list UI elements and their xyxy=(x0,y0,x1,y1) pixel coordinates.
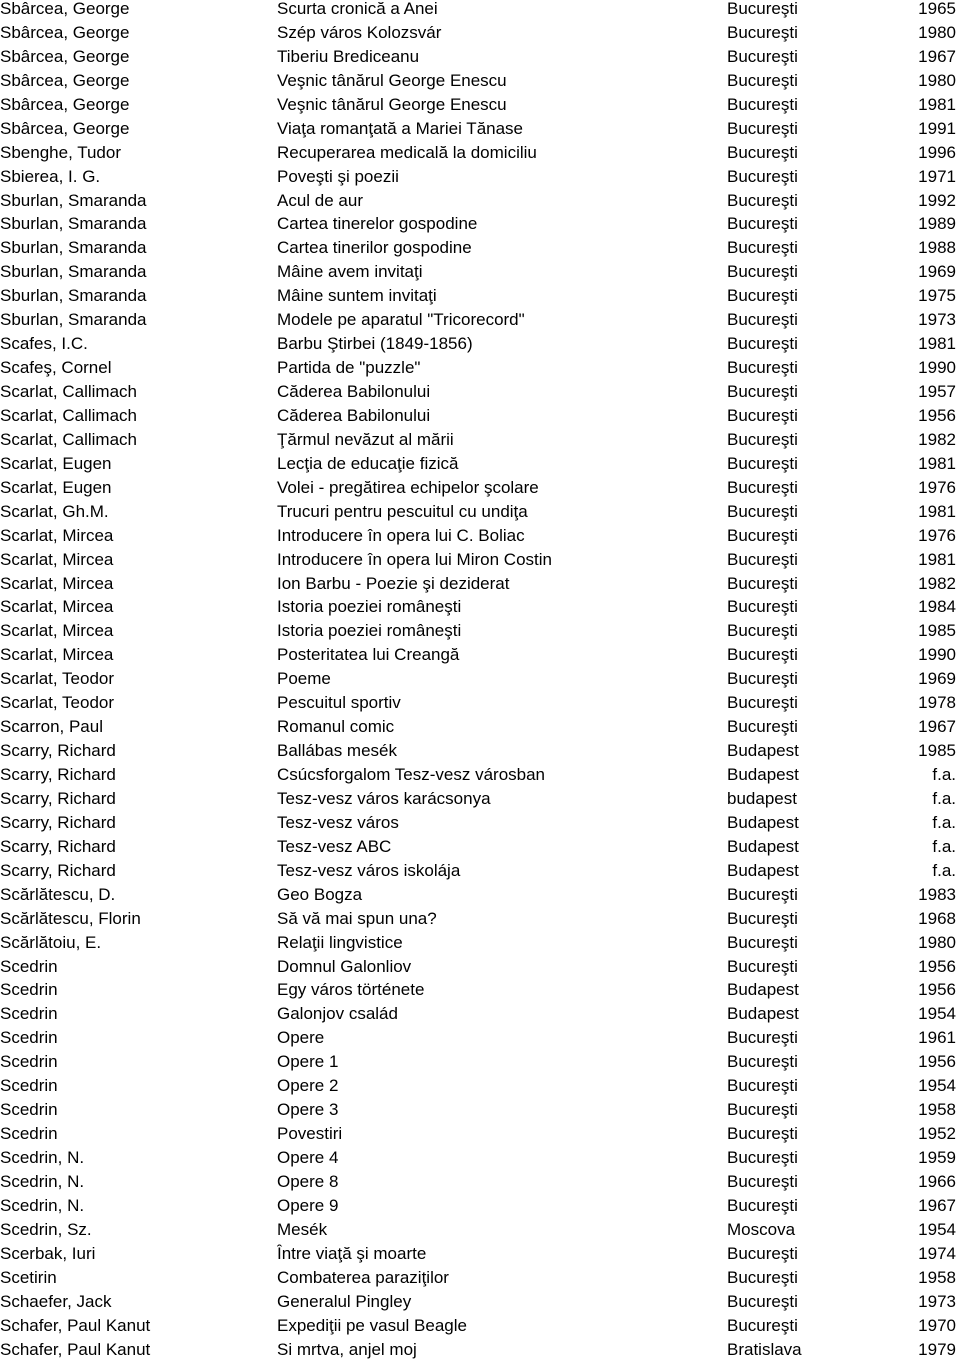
title-cell: Relaţii lingvistice xyxy=(277,933,717,953)
catalog-row xyxy=(0,790,960,814)
catalog-row xyxy=(0,72,960,96)
catalog-row xyxy=(0,1149,960,1173)
year-cell: 1983 xyxy=(886,885,956,905)
title-cell: Tiberiu Brediceanu xyxy=(277,47,717,67)
title-cell: Egy város története xyxy=(277,980,717,1000)
year-cell: 1981 xyxy=(886,95,956,115)
author-cell: Scărlătoiu, E. xyxy=(0,933,270,953)
year-cell: f.a. xyxy=(886,789,956,809)
city-cell: Bucureşti xyxy=(727,502,887,522)
author-cell: Sbârcea, George xyxy=(0,95,270,115)
author-cell: Scarlat, Gh.M. xyxy=(0,502,270,522)
year-cell: 1954 xyxy=(886,1220,956,1240)
catalog-row xyxy=(0,48,960,72)
city-cell: Bucureşti xyxy=(727,0,887,19)
year-cell: f.a. xyxy=(886,837,956,857)
city-cell: Bucureşti xyxy=(727,933,887,953)
author-cell: Scarry, Richard xyxy=(0,741,270,761)
city-cell: Bucureşti xyxy=(727,382,887,402)
author-cell: Scarlat, Mircea xyxy=(0,621,270,641)
catalog-row xyxy=(0,670,960,694)
title-cell: Opere 8 xyxy=(277,1172,717,1192)
catalog-row xyxy=(0,431,960,455)
city-cell: Bucureşti xyxy=(727,1148,887,1168)
title-cell: Lecţia de educaţie fizică xyxy=(277,454,717,474)
year-cell: 1967 xyxy=(886,1196,956,1216)
title-cell: Mâine avem invitaţi xyxy=(277,262,717,282)
year-cell: 1976 xyxy=(886,526,956,546)
title-cell: Introducere în opera lui C. Boliac xyxy=(277,526,717,546)
city-cell: Bucureşti xyxy=(727,693,887,713)
city-cell: Bucureşti xyxy=(727,1316,887,1336)
title-cell: Poveşti şi poezii xyxy=(277,167,717,187)
year-cell: 1965 xyxy=(886,0,956,19)
catalog-row xyxy=(0,479,960,503)
catalog-row xyxy=(0,24,960,48)
year-cell: 1982 xyxy=(886,574,956,594)
city-cell: Bucureşti xyxy=(727,645,887,665)
year-cell: 1968 xyxy=(886,909,956,929)
author-cell: Scarlat, Mircea xyxy=(0,526,270,546)
title-cell: Szép város Kolozsvár xyxy=(277,23,717,43)
city-cell: budapest xyxy=(727,789,887,809)
title-cell: Istoria poeziei româneşti xyxy=(277,597,717,617)
catalog-row xyxy=(0,192,960,216)
year-cell: 1982 xyxy=(886,430,956,450)
year-cell: 1958 xyxy=(886,1268,956,1288)
author-cell: Scetirin xyxy=(0,1268,270,1288)
catalog-row xyxy=(0,1125,960,1149)
year-cell: 1961 xyxy=(886,1028,956,1048)
author-cell: Scarlat, Mircea xyxy=(0,645,270,665)
city-cell: Bucureşti xyxy=(727,1268,887,1288)
author-cell: Scarlat, Mircea xyxy=(0,574,270,594)
year-cell: 1976 xyxy=(886,478,956,498)
city-cell: Bucureşti xyxy=(727,23,887,43)
city-cell: Bucureşti xyxy=(727,358,887,378)
city-cell: Bucureşti xyxy=(727,167,887,187)
city-cell: Budapest xyxy=(727,861,887,881)
author-cell: Scarlat, Teodor xyxy=(0,669,270,689)
city-cell: Bucureşti xyxy=(727,454,887,474)
author-cell: Scarlat, Teodor xyxy=(0,693,270,713)
title-cell: Acul de aur xyxy=(277,191,717,211)
author-cell: Scarlat, Mircea xyxy=(0,597,270,617)
title-cell: Căderea Babilonului xyxy=(277,406,717,426)
catalog-row xyxy=(0,981,960,1005)
city-cell: Budapest xyxy=(727,765,887,785)
city-cell: Budapest xyxy=(727,980,887,1000)
title-cell: Veşnic tânărul George Enescu xyxy=(277,71,717,91)
catalog-row xyxy=(0,120,960,144)
author-cell: Schafer, Paul Kanut xyxy=(0,1340,270,1360)
city-cell: Bucureşti xyxy=(727,1100,887,1120)
year-cell: f.a. xyxy=(886,813,956,833)
year-cell: 1981 xyxy=(886,454,956,474)
title-cell: Mesék xyxy=(277,1220,717,1240)
city-cell: Bucureşti xyxy=(727,574,887,594)
year-cell: 1990 xyxy=(886,645,956,665)
year-cell: 1989 xyxy=(886,214,956,234)
year-cell: 1980 xyxy=(886,71,956,91)
author-cell: Sburlan, Smaranda xyxy=(0,238,270,258)
catalog-row xyxy=(0,1293,960,1317)
author-cell: Scedrin xyxy=(0,1028,270,1048)
city-cell: Bucureşti xyxy=(727,286,887,306)
title-cell: Posteritatea lui Creangă xyxy=(277,645,717,665)
author-cell: Scărlătescu, D. xyxy=(0,885,270,905)
city-cell: Bucureşti xyxy=(727,957,887,977)
catalog-row xyxy=(0,958,960,982)
year-cell: 1991 xyxy=(886,119,956,139)
city-cell: Bucureşti xyxy=(727,47,887,67)
year-cell: f.a. xyxy=(886,861,956,881)
year-cell: 1956 xyxy=(886,406,956,426)
author-cell: Sbârcea, George xyxy=(0,119,270,139)
city-cell: Bucureşti xyxy=(727,885,887,905)
catalog-row xyxy=(0,1053,960,1077)
city-cell: Bucureşti xyxy=(727,238,887,258)
author-cell: Scarlat, Callimach xyxy=(0,406,270,426)
title-cell: Recuperarea medicală la domiciliu xyxy=(277,143,717,163)
title-cell: Partida de "puzzle" xyxy=(277,358,717,378)
author-cell: Sburlan, Smaranda xyxy=(0,191,270,211)
catalog-row xyxy=(0,766,960,790)
author-cell: Sbârcea, George xyxy=(0,0,270,19)
author-cell: Scarlat, Eugen xyxy=(0,454,270,474)
catalog-row xyxy=(0,1077,960,1101)
author-cell: Scarlat, Callimach xyxy=(0,382,270,402)
year-cell: 1958 xyxy=(886,1100,956,1120)
city-cell: Bucureşti xyxy=(727,1124,887,1144)
year-cell: 1971 xyxy=(886,167,956,187)
author-cell: Scarlat, Mircea xyxy=(0,550,270,570)
year-cell: 1967 xyxy=(886,47,956,67)
title-cell: Viaţa romanţată a Mariei Tănase xyxy=(277,119,717,139)
author-cell: Scarry, Richard xyxy=(0,813,270,833)
catalog-row xyxy=(0,1197,960,1221)
author-cell: Schafer, Paul Kanut xyxy=(0,1316,270,1336)
title-cell: Geo Bogza xyxy=(277,885,717,905)
year-cell: 1969 xyxy=(886,669,956,689)
city-cell: Budapest xyxy=(727,1004,887,1024)
author-cell: Schaefer, Jack xyxy=(0,1292,270,1312)
title-cell: Opere 2 xyxy=(277,1076,717,1096)
catalog-row xyxy=(0,1005,960,1029)
catalog-row xyxy=(0,551,960,575)
title-cell: Introducere în opera lui Miron Costin xyxy=(277,550,717,570)
author-cell: Scarry, Richard xyxy=(0,861,270,881)
author-cell: Scarron, Paul xyxy=(0,717,270,737)
city-cell: Bucureşti xyxy=(727,214,887,234)
catalog-row xyxy=(0,575,960,599)
title-cell: Galonjov család xyxy=(277,1004,717,1024)
catalog-row xyxy=(0,335,960,359)
title-cell: Ţărmul nevăzut al mării xyxy=(277,430,717,450)
catalog-row xyxy=(0,742,960,766)
author-cell: Scafeş, Cornel xyxy=(0,358,270,378)
year-cell: 1956 xyxy=(886,1052,956,1072)
catalog-row xyxy=(0,886,960,910)
year-cell: 1990 xyxy=(886,358,956,378)
title-cell: Veşnic tânărul George Enescu xyxy=(277,95,717,115)
author-cell: Scărlătescu, Florin xyxy=(0,909,270,929)
catalog-row xyxy=(0,1317,960,1341)
city-cell: Bucureşti xyxy=(727,191,887,211)
title-cell: Cartea tinerilor gospodine xyxy=(277,238,717,258)
year-cell: 1974 xyxy=(886,1244,956,1264)
catalog-row xyxy=(0,527,960,551)
title-cell: Pescuitul sportiv xyxy=(277,693,717,713)
year-cell: 1985 xyxy=(886,741,956,761)
city-cell: Bucureşti xyxy=(727,717,887,737)
title-cell: Tesz-vesz város iskolája xyxy=(277,861,717,881)
title-cell: Opere 4 xyxy=(277,1148,717,1168)
author-cell: Sbierea, I. G. xyxy=(0,167,270,187)
author-cell: Scedrin xyxy=(0,1124,270,1144)
catalog-row xyxy=(0,1221,960,1245)
author-cell: Scarry, Richard xyxy=(0,789,270,809)
title-cell: Scurta cronică a Anei xyxy=(277,0,717,19)
year-cell: 1975 xyxy=(886,286,956,306)
year-cell: 1996 xyxy=(886,143,956,163)
year-cell: 1954 xyxy=(886,1076,956,1096)
year-cell: 1980 xyxy=(886,23,956,43)
year-cell: 1954 xyxy=(886,1004,956,1024)
title-cell: Între viaţă şi moarte xyxy=(277,1244,717,1264)
title-cell: Opere xyxy=(277,1028,717,1048)
city-cell: Bucureşti xyxy=(727,1292,887,1312)
title-cell: Combaterea paraziţilor xyxy=(277,1268,717,1288)
catalog-row xyxy=(0,622,960,646)
catalog-row xyxy=(0,1101,960,1125)
author-cell: Scedrin, N. xyxy=(0,1148,270,1168)
title-cell: Ballábas mesék xyxy=(277,741,717,761)
city-cell: Bucureşti xyxy=(727,1244,887,1264)
city-cell: Budapest xyxy=(727,813,887,833)
city-cell: Bucureşti xyxy=(727,1076,887,1096)
title-cell: Ion Barbu - Poezie şi deziderat xyxy=(277,574,717,594)
author-cell: Scedrin xyxy=(0,1076,270,1096)
title-cell: Tesz-vesz ABC xyxy=(277,837,717,857)
author-cell: Sburlan, Smaranda xyxy=(0,310,270,330)
title-cell: Domnul Galonliov xyxy=(277,957,717,977)
city-cell: Bucureşti xyxy=(727,621,887,641)
catalog-row xyxy=(0,1269,960,1293)
year-cell: 1959 xyxy=(886,1148,956,1168)
catalog-row xyxy=(0,718,960,742)
author-cell: Scedrin xyxy=(0,980,270,1000)
author-cell: Sburlan, Smaranda xyxy=(0,214,270,234)
city-cell: Budapest xyxy=(727,741,887,761)
city-cell: Bucureşti xyxy=(727,334,887,354)
city-cell: Bucureşti xyxy=(727,430,887,450)
catalog-row xyxy=(0,311,960,335)
city-cell: Budapest xyxy=(727,837,887,857)
catalog-row xyxy=(0,359,960,383)
author-cell: Scedrin, N. xyxy=(0,1172,270,1192)
catalog-row xyxy=(0,814,960,838)
title-cell: Să vă mai spun una? xyxy=(277,909,717,929)
author-cell: Scarry, Richard xyxy=(0,765,270,785)
catalog-row xyxy=(0,168,960,192)
title-cell: Opere 1 xyxy=(277,1052,717,1072)
catalog-row xyxy=(0,1341,960,1364)
year-cell: 1957 xyxy=(886,382,956,402)
author-cell: Scerbak, Iuri xyxy=(0,1244,270,1264)
catalog-row xyxy=(0,383,960,407)
catalog-row xyxy=(0,263,960,287)
city-cell: Bucureşti xyxy=(727,909,887,929)
year-cell: 1969 xyxy=(886,262,956,282)
author-cell: Scarlat, Eugen xyxy=(0,478,270,498)
year-cell: f.a. xyxy=(886,765,956,785)
city-cell: Bucureşti xyxy=(727,526,887,546)
year-cell: 1978 xyxy=(886,693,956,713)
author-cell: Sburlan, Smaranda xyxy=(0,286,270,306)
title-cell: Istoria poeziei româneşti xyxy=(277,621,717,641)
title-cell: Mâine suntem invitaţi xyxy=(277,286,717,306)
year-cell: 1992 xyxy=(886,191,956,211)
title-cell: Poeme xyxy=(277,669,717,689)
author-cell: Sburlan, Smaranda xyxy=(0,262,270,282)
catalog-row xyxy=(0,862,960,886)
author-cell: Scedrin, N. xyxy=(0,1196,270,1216)
year-cell: 1973 xyxy=(886,1292,956,1312)
city-cell: Bucureşti xyxy=(727,478,887,498)
author-cell: Scedrin xyxy=(0,1004,270,1024)
year-cell: 1970 xyxy=(886,1316,956,1336)
catalog-row xyxy=(0,646,960,670)
author-cell: Sbârcea, George xyxy=(0,71,270,91)
catalog-row xyxy=(0,910,960,934)
author-cell: Scafes, I.C. xyxy=(0,334,270,354)
city-cell: Moscova xyxy=(727,1220,887,1240)
author-cell: Scedrin, Sz. xyxy=(0,1220,270,1240)
catalog-row xyxy=(0,1029,960,1053)
city-cell: Bucureşti xyxy=(727,262,887,282)
catalog-row xyxy=(0,934,960,958)
city-cell: Bucureşti xyxy=(727,406,887,426)
year-cell: 1967 xyxy=(886,717,956,737)
title-cell: Tesz-vesz város karácsonya xyxy=(277,789,717,809)
catalog-row xyxy=(0,598,960,622)
year-cell: 1981 xyxy=(886,550,956,570)
catalog-row xyxy=(0,1245,960,1269)
city-cell: Bucureşti xyxy=(727,1196,887,1216)
catalog-row xyxy=(0,694,960,718)
year-cell: 1980 xyxy=(886,933,956,953)
city-cell: Bucureşti xyxy=(727,1052,887,1072)
city-cell: Bucureşti xyxy=(727,597,887,617)
city-cell: Bucureşti xyxy=(727,1172,887,1192)
city-cell: Bucureşti xyxy=(727,1028,887,1048)
catalog-row xyxy=(0,0,960,24)
city-cell: Bucureşti xyxy=(727,550,887,570)
year-cell: 1956 xyxy=(886,957,956,977)
city-cell: Bucureşti xyxy=(727,71,887,91)
title-cell: Modele pe aparatul "Tricorecord" xyxy=(277,310,717,330)
title-cell: Cartea tinerelor gospodine xyxy=(277,214,717,234)
author-cell: Scarry, Richard xyxy=(0,837,270,857)
year-cell: 1981 xyxy=(886,334,956,354)
catalog-row xyxy=(0,455,960,479)
catalog-row xyxy=(0,287,960,311)
catalog-row xyxy=(0,144,960,168)
city-cell: Bratislava xyxy=(727,1340,887,1360)
year-cell: 1966 xyxy=(886,1172,956,1192)
author-cell: Scedrin xyxy=(0,1100,270,1120)
year-cell: 1981 xyxy=(886,502,956,522)
catalog-row xyxy=(0,239,960,263)
year-cell: 1956 xyxy=(886,980,956,1000)
catalog-row xyxy=(0,96,960,120)
title-cell: Csúcsforgalom Tesz-vesz városban xyxy=(277,765,717,785)
author-cell: Scedrin xyxy=(0,957,270,977)
author-cell: Sbârcea, George xyxy=(0,47,270,67)
catalog-row xyxy=(0,1173,960,1197)
catalog-row xyxy=(0,407,960,431)
title-cell: Expediţii pe vasul Beagle xyxy=(277,1316,717,1336)
author-cell: Sbenghe, Tudor xyxy=(0,143,270,163)
year-cell: 1952 xyxy=(886,1124,956,1144)
year-cell: 1984 xyxy=(886,597,956,617)
city-cell: Bucureşti xyxy=(727,669,887,689)
city-cell: Bucureşti xyxy=(727,95,887,115)
title-cell: Generalul Pingley xyxy=(277,1292,717,1312)
year-cell: 1973 xyxy=(886,310,956,330)
year-cell: 1979 xyxy=(886,1340,956,1360)
city-cell: Bucureşti xyxy=(727,310,887,330)
title-cell: Opere 3 xyxy=(277,1100,717,1120)
catalog-row xyxy=(0,503,960,527)
title-cell: Barbu Ştirbei (1849-1856) xyxy=(277,334,717,354)
title-cell: Volei - pregătirea echipelor şcolare xyxy=(277,478,717,498)
city-cell: Bucureşti xyxy=(727,119,887,139)
title-cell: Povestiri xyxy=(277,1124,717,1144)
catalog-row xyxy=(0,838,960,862)
title-cell: Romanul comic xyxy=(277,717,717,737)
catalog-row xyxy=(0,215,960,239)
title-cell: Si mrtva, anjel moj xyxy=(277,1340,717,1360)
year-cell: 1985 xyxy=(886,621,956,641)
title-cell: Tesz-vesz város xyxy=(277,813,717,833)
year-cell: 1988 xyxy=(886,238,956,258)
title-cell: Căderea Babilonului xyxy=(277,382,717,402)
title-cell: Opere 9 xyxy=(277,1196,717,1216)
author-cell: Scarlat, Callimach xyxy=(0,430,270,450)
author-cell: Sbârcea, George xyxy=(0,23,270,43)
title-cell: Trucuri pentru pescuitul cu undiţa xyxy=(277,502,717,522)
city-cell: Bucureşti xyxy=(727,143,887,163)
author-cell: Scedrin xyxy=(0,1052,270,1072)
